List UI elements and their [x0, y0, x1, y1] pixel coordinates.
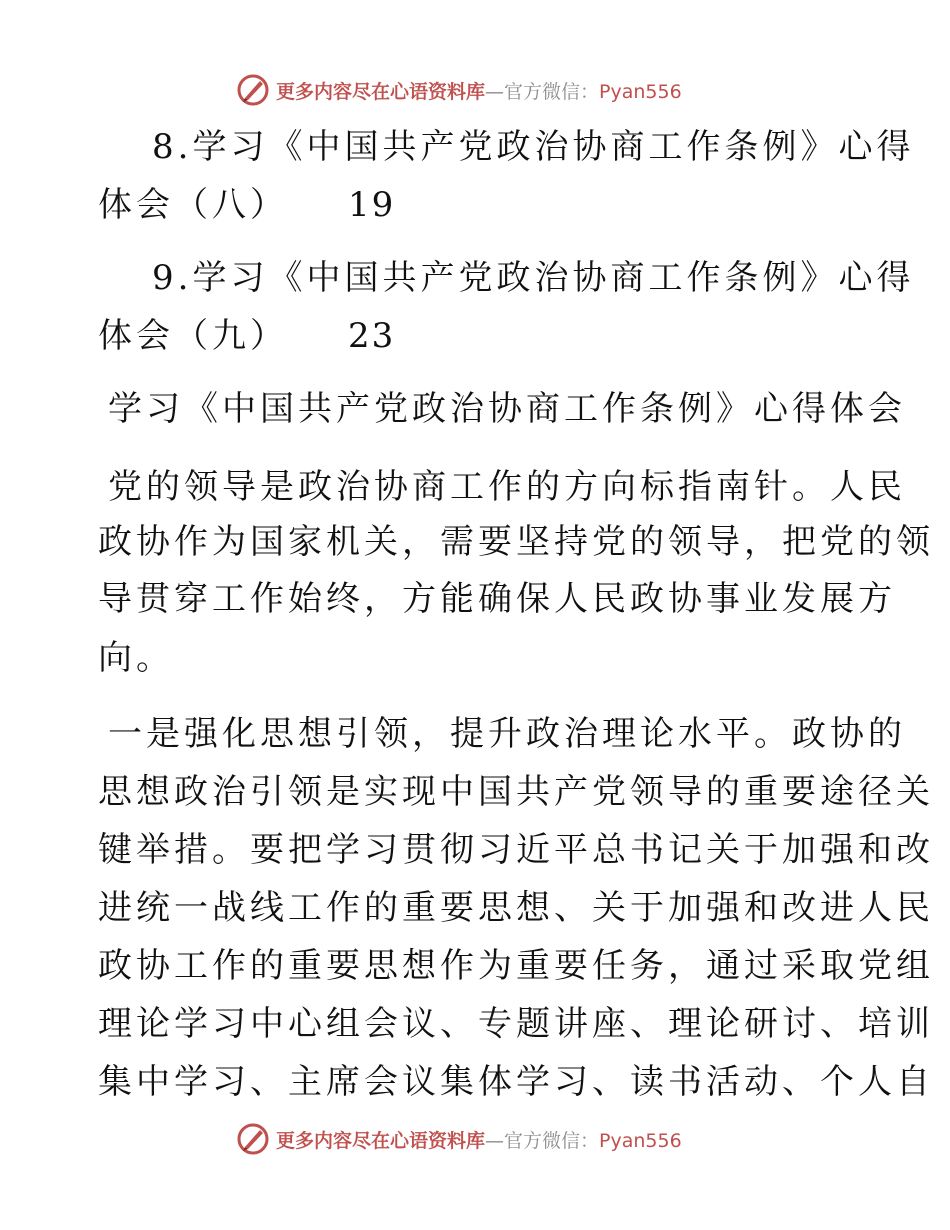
toc-page-number: 19	[348, 185, 396, 225]
paragraph-2-line: 键举措。要把学习贯彻习近平总书记关于加强和改	[98, 830, 934, 870]
logo-icon	[236, 73, 270, 107]
toc-entry-8-line2: 体会（八） 19	[98, 185, 396, 225]
paragraph-2-line: 理论学习中心组会议、专题讲座、理论研讨、培训	[98, 1004, 934, 1044]
header-banner	[236, 72, 716, 108]
footer-banner	[236, 1121, 716, 1157]
paragraph-2-line: 一是强化思想引领，提升政治理论水平。政协的	[108, 714, 906, 754]
toc-entry-9-line1: 9.学习《中国共产党政治协商工作条例》心得	[152, 258, 915, 298]
banner-text: 更多内容尽在心语资料库—官方微信：Pyan556	[276, 80, 682, 103]
paragraph-2-line: 思想政治引领是实现中国共产党领导的重要途径关	[98, 772, 934, 812]
toc-entry-9-line2: 体会（九） 23	[98, 316, 396, 356]
article-title: 学习《中国共产党政治协商工作条例》心得体会	[108, 389, 906, 429]
paragraph-1-line: 党的领导是政治协商工作的方向标指南针。人民	[108, 467, 906, 507]
paragraph-2-line: 进统一战线工作的重要思想、关于加强和改进人民	[98, 888, 934, 928]
paragraph-2-line: 政协工作的重要思想作为重要任务，通过采取党组	[98, 946, 934, 986]
paragraph-1-line: 导贯穿工作始终，方能确保人民政协事业发展方	[98, 579, 896, 619]
toc-page-number: 23	[348, 316, 396, 356]
paragraph-2-line: 集中学习、主席会议集体学习、读书活动、个人自	[98, 1062, 934, 1102]
toc-entry-8-line1: 8.学习《中国共产党政治协商工作条例》心得	[152, 127, 915, 167]
paragraph-1-line: 政协作为国家机关，需要坚持党的领导，把党的领	[98, 522, 934, 562]
paragraph-1-line: 向。	[98, 638, 174, 678]
banner-text: 更多内容尽在心语资料库—官方微信：Pyan556	[276, 1129, 682, 1152]
logo-icon	[236, 1122, 270, 1156]
